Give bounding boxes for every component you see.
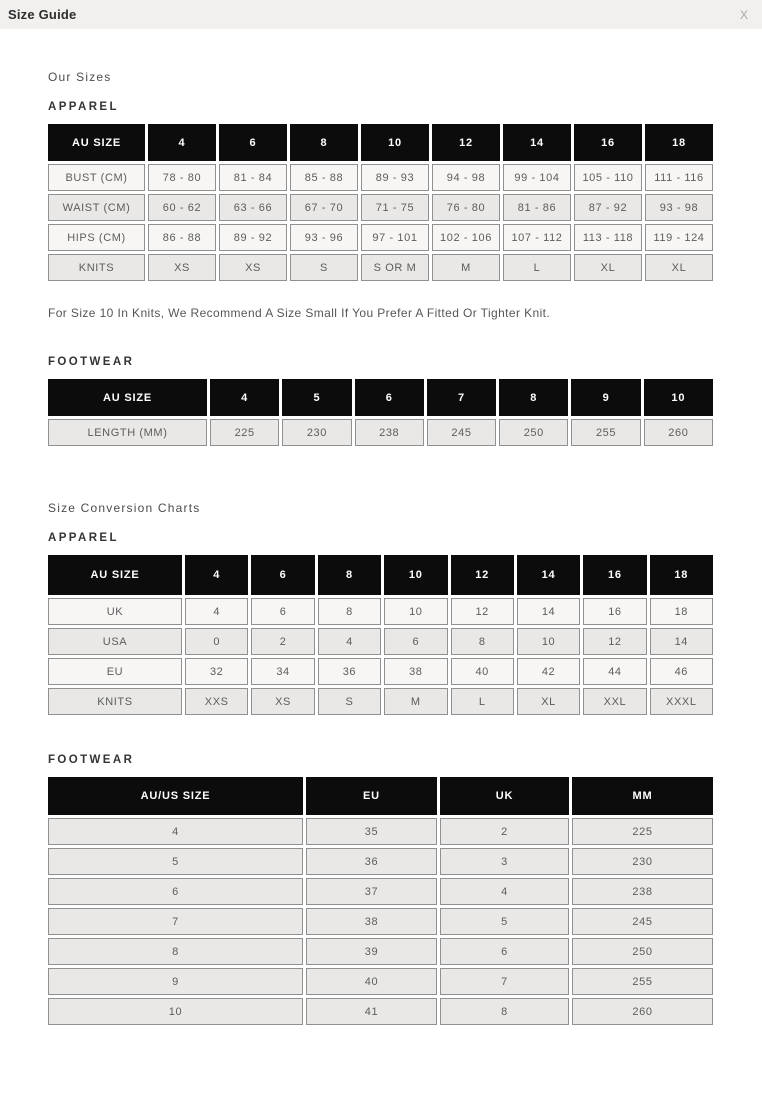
table-header-cell: 4 [185, 555, 248, 595]
table-cell: 76 - 80 [432, 194, 500, 221]
label-apparel-conversion: APPAREL [48, 532, 119, 544]
apparel-conversion-table [45, 552, 716, 718]
table-row [48, 598, 713, 625]
label-footwear-our-sizes: FOOTWEAR [48, 356, 135, 368]
table-cell: 81 - 86 [503, 194, 571, 221]
table-header-cell: 8 [499, 379, 568, 416]
knits-note: For Size 10 In Knits, We Recommend A Size Small If You Prefer A Fitted Or Tighter Knit. [48, 306, 551, 320]
table-cell: 2 [440, 818, 569, 845]
table-cell: S [290, 254, 358, 281]
table-header-cell: 8 [290, 124, 358, 161]
table-header-cell: 4 [148, 124, 216, 161]
table-cell: 38 [306, 908, 437, 935]
table-header-cell: 16 [574, 124, 642, 161]
table-cell: 93 - 96 [290, 224, 358, 251]
table-cell: 238 [355, 419, 424, 446]
table-cell: 7 [48, 908, 303, 935]
table-cell: 6 [48, 878, 303, 905]
table-cell: 245 [572, 908, 713, 935]
table-cell: 12 [583, 628, 646, 655]
table-cell: 7 [440, 968, 569, 995]
table-cell: 10 [384, 598, 447, 625]
table-cell: S OR M [361, 254, 429, 281]
row-label-cell: WAIST (CM) [48, 194, 145, 221]
table-header-cell: 14 [517, 555, 580, 595]
table-cell: XS [148, 254, 216, 281]
row-label-cell: KNITS [48, 688, 182, 715]
table-header-cell: 18 [645, 124, 713, 161]
row-label-cell: UK [48, 598, 182, 625]
table-cell: 5 [440, 908, 569, 935]
table-cell: 67 - 70 [290, 194, 358, 221]
table-row [48, 628, 713, 655]
table-cell: 16 [583, 598, 646, 625]
table-header-cell: 9 [571, 379, 640, 416]
table-cell: 230 [572, 848, 713, 875]
table-cell: L [451, 688, 514, 715]
table-cell: 119 - 124 [645, 224, 713, 251]
table-cell: XXL [583, 688, 646, 715]
table-cell: 46 [650, 658, 713, 685]
table-cell: 255 [571, 419, 640, 446]
table-cell: 238 [572, 878, 713, 905]
table-cell: M [384, 688, 447, 715]
row-label-cell: EU [48, 658, 182, 685]
table-cell: 255 [572, 968, 713, 995]
table-header-cell: 6 [219, 124, 287, 161]
table-cell: 36 [318, 658, 381, 685]
table-cell: S [318, 688, 381, 715]
table-cell: 89 - 93 [361, 164, 429, 191]
table-row [48, 254, 713, 281]
table-cell: 41 [306, 998, 437, 1025]
table-cell: 14 [650, 628, 713, 655]
table-cell: 2 [251, 628, 314, 655]
size-guide-body [0, 70, 762, 1028]
table-cell: 6 [251, 598, 314, 625]
table-row [48, 938, 713, 965]
table-header-cell: 10 [644, 379, 713, 416]
table-cell: 4 [185, 598, 248, 625]
row-label-cell: LENGTH (MM) [48, 419, 207, 446]
table-header-cell: 6 [355, 379, 424, 416]
table-header-cell: 7 [427, 379, 496, 416]
table-cell: XL [645, 254, 713, 281]
table-cell: 230 [282, 419, 351, 446]
table-row [48, 848, 713, 875]
table-header-row [48, 124, 713, 161]
table-cell: 99 - 104 [503, 164, 571, 191]
table-cell: 3 [440, 848, 569, 875]
table-header-cell: EU [306, 777, 437, 815]
table-cell: XXS [185, 688, 248, 715]
table-row [48, 224, 713, 251]
table-cell: 14 [517, 598, 580, 625]
table-header-cell: MM [572, 777, 713, 815]
table-cell: 4 [440, 878, 569, 905]
table-cell: XXXL [650, 688, 713, 715]
table-cell: 260 [644, 419, 713, 446]
table-header-cell: 12 [451, 555, 514, 595]
table-cell: 87 - 92 [574, 194, 642, 221]
table-cell: 38 [384, 658, 447, 685]
table-row [48, 688, 713, 715]
table-header-cell: 5 [282, 379, 351, 416]
row-label-cell: BUST (CM) [48, 164, 145, 191]
table-cell: 89 - 92 [219, 224, 287, 251]
table-cell: 6 [440, 938, 569, 965]
table-row [48, 658, 713, 685]
label-footwear-conversion: FOOTWEAR [48, 754, 135, 766]
table-cell: 4 [318, 628, 381, 655]
table-row [48, 908, 713, 935]
table-cell: 6 [384, 628, 447, 655]
table-cell: L [503, 254, 571, 281]
table-header-cell: 6 [251, 555, 314, 595]
table-header-cell: 18 [650, 555, 713, 595]
table-header-cell: AU SIZE [48, 124, 145, 161]
table-cell: 40 [306, 968, 437, 995]
table-cell: 86 - 88 [148, 224, 216, 251]
footwear-sizes-table [45, 376, 716, 449]
table-row [48, 194, 713, 221]
row-label-cell: USA [48, 628, 182, 655]
table-cell: 113 - 118 [574, 224, 642, 251]
table-cell: 107 - 112 [503, 224, 571, 251]
table-header-cell: 14 [503, 124, 571, 161]
table-header-cell: UK [440, 777, 569, 815]
table-cell: XS [251, 688, 314, 715]
table-cell: 225 [572, 818, 713, 845]
table-cell: XS [219, 254, 287, 281]
table-header-cell: 16 [583, 555, 646, 595]
table-row [48, 878, 713, 905]
table-cell: 0 [185, 628, 248, 655]
table-cell: 5 [48, 848, 303, 875]
table-cell: 40 [451, 658, 514, 685]
table-cell: 260 [572, 998, 713, 1025]
table-cell: 97 - 101 [361, 224, 429, 251]
table-header-row [48, 379, 713, 416]
table-cell: 225 [210, 419, 279, 446]
table-cell: 94 - 98 [432, 164, 500, 191]
section-title-our-sizes: Our Sizes [48, 70, 112, 84]
table-cell: 85 - 88 [290, 164, 358, 191]
table-cell: 8 [318, 598, 381, 625]
table-header-cell: 10 [361, 124, 429, 161]
table-cell: 78 - 80 [148, 164, 216, 191]
table-cell: 9 [48, 968, 303, 995]
table-cell: 32 [185, 658, 248, 685]
table-cell: M [432, 254, 500, 281]
close-icon[interactable]: X [736, 7, 752, 23]
table-header-cell: AU/US SIZE [48, 777, 303, 815]
table-cell: 63 - 66 [219, 194, 287, 221]
table-cell: 93 - 98 [645, 194, 713, 221]
table-cell: 81 - 84 [219, 164, 287, 191]
table-cell: 4 [48, 818, 303, 845]
table-cell: 35 [306, 818, 437, 845]
table-cell: 10 [517, 628, 580, 655]
table-cell: 44 [583, 658, 646, 685]
table-cell: 102 - 106 [432, 224, 500, 251]
table-row [48, 818, 713, 845]
row-label-cell: HIPS (CM) [48, 224, 145, 251]
table-header-cell: AU SIZE [48, 555, 182, 595]
table-cell: XL [574, 254, 642, 281]
table-cell: XL [517, 688, 580, 715]
table-cell: 10 [48, 998, 303, 1025]
table-header-row [48, 777, 713, 815]
table-cell: 250 [499, 419, 568, 446]
table-cell: 250 [572, 938, 713, 965]
label-apparel-our-sizes: APPAREL [48, 101, 119, 113]
table-cell: 111 - 116 [645, 164, 713, 191]
table-header-cell: 10 [384, 555, 447, 595]
table-cell: 34 [251, 658, 314, 685]
table-row [48, 998, 713, 1025]
table-cell: 36 [306, 848, 437, 875]
table-header-cell: 4 [210, 379, 279, 416]
table-cell: 71 - 75 [361, 194, 429, 221]
apparel-sizes-table [45, 121, 716, 284]
table-cell: 8 [48, 938, 303, 965]
table-header-row [48, 555, 713, 595]
table-row [48, 968, 713, 995]
row-label-cell: KNITS [48, 254, 145, 281]
table-header-cell: AU SIZE [48, 379, 207, 416]
table-cell: 39 [306, 938, 437, 965]
table-row [48, 164, 713, 191]
section-title-conversion: Size Conversion Charts [48, 501, 201, 515]
table-cell: 42 [517, 658, 580, 685]
table-cell: 37 [306, 878, 437, 905]
table-cell: 12 [451, 598, 514, 625]
footwear-conversion-table [45, 774, 716, 1028]
table-cell: 18 [650, 598, 713, 625]
table-row [48, 419, 713, 446]
table-header-cell: 8 [318, 555, 381, 595]
table-cell: 105 - 110 [574, 164, 642, 191]
table-cell: 60 - 62 [148, 194, 216, 221]
modal-header [0, 0, 762, 29]
table-cell: 8 [451, 628, 514, 655]
table-cell: 245 [427, 419, 496, 446]
modal-title: Size Guide [8, 7, 77, 22]
table-cell: 8 [440, 998, 569, 1025]
table-header-cell: 12 [432, 124, 500, 161]
